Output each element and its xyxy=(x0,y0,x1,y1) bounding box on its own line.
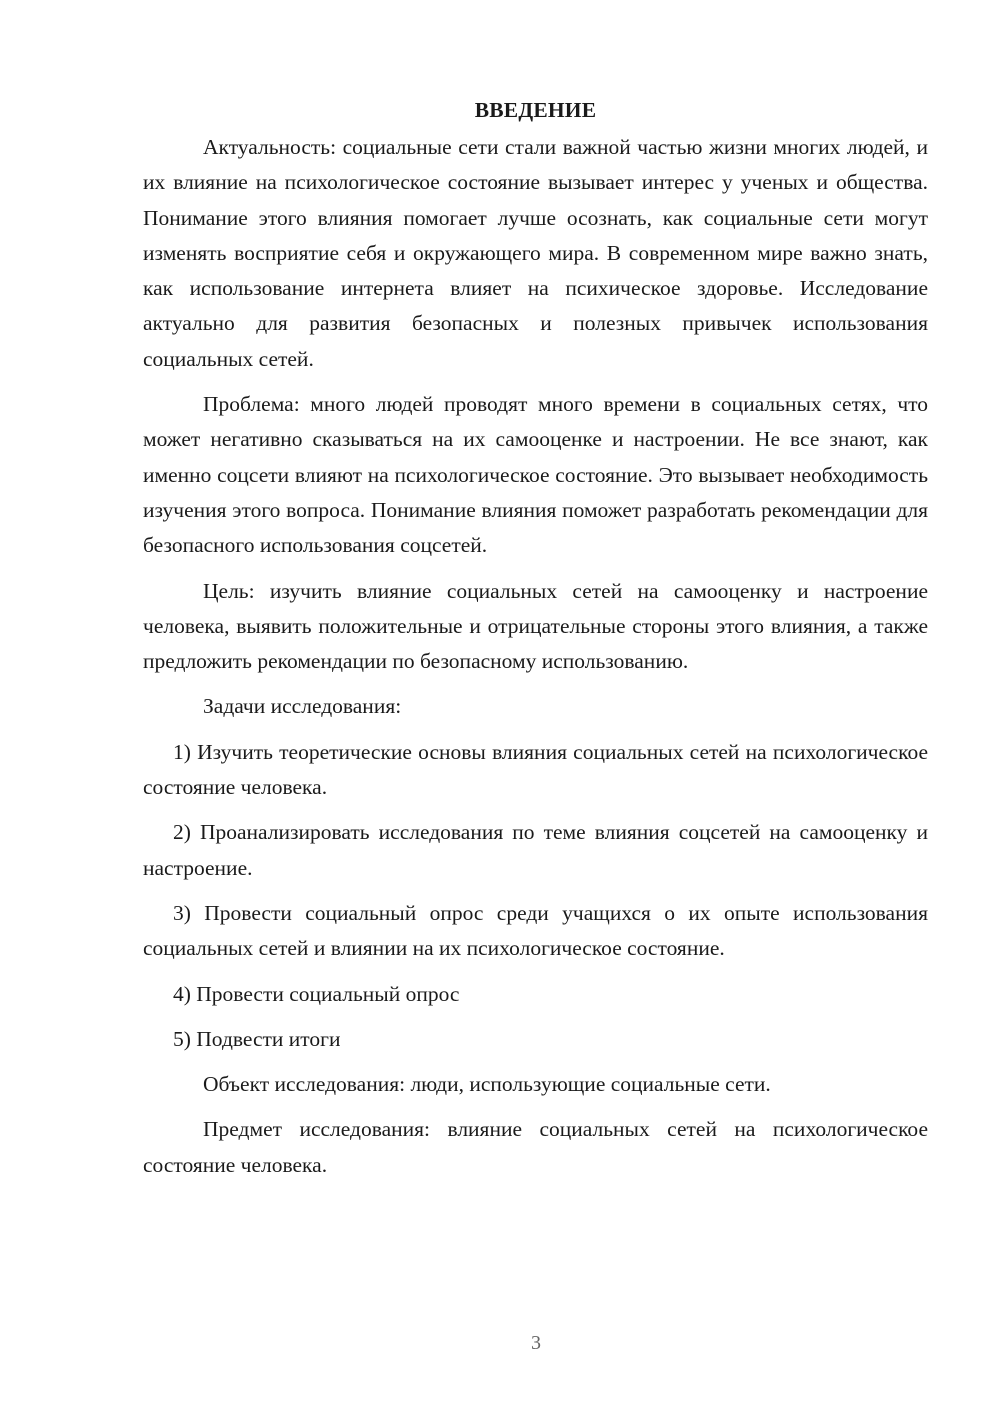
page-title: ВВЕДЕНИЕ xyxy=(474,98,597,122)
task-item-5: 5) Подвести итоги xyxy=(173,1026,341,1051)
task-item-3: 3) Провести социальный опрос среди учащихся о их опыте использования социальных сетей и влиянии на их психологическое состояние. xyxy=(143,900,928,961)
task-item-4: 4) Провести социальный опрос xyxy=(173,981,460,1006)
relevance-paragraph: Актуальность: социальные сети стали важной частью жизни многих людей, и их влияние на психологическое состояние вызывает интерес у ученых и общества. Понимание этого влияния помогает лучше осознать, как социальные сети могут изменять восприятие себя и окружающего мира. В современном мире важно знать, как использование интернета влияет на психическое здоровье. Исследование актуально для развития безопасных и полезных привычек использования социальных сетей. xyxy=(143,135,928,371)
tasks-heading: Задачи исследования: xyxy=(203,694,402,719)
object-paragraph: Объект исследования: люди, использующие социальные сети. xyxy=(203,1072,771,1097)
subject-paragraph: Предмет исследования: влияние социальных сетей на психологическое состояние человека. xyxy=(143,1117,928,1177)
document-page xyxy=(143,93,928,1183)
goal-paragraph: Цель: изучить влияние социальных сетей на самооценку и настроение человека, выявить положительные и отрицательные стороны этого влияния, а также предложить рекомендации по безопасному использованию. xyxy=(143,578,928,674)
task-item-1: 1) Изучить теоретические основы влияния социальных сетей на психологическое состояние человека. xyxy=(143,739,928,800)
page-number: 3 xyxy=(531,1332,541,1354)
problem-paragraph: Проблема: много людей проводят много времени в социальных сетях, что может негативно сказываться на их самооценке и настроении. Не все знают, как именно соцсети влияют на психологическое состояние. Это вызывает необходимость изучения этого вопроса. Понимание влияния поможет разработать рекомендации для безопасного использования соцсетей. xyxy=(143,392,928,558)
task-item-2: 2) Проанализировать исследования по теме влияния соцсетей на самооценку и настроение. xyxy=(143,820,928,880)
